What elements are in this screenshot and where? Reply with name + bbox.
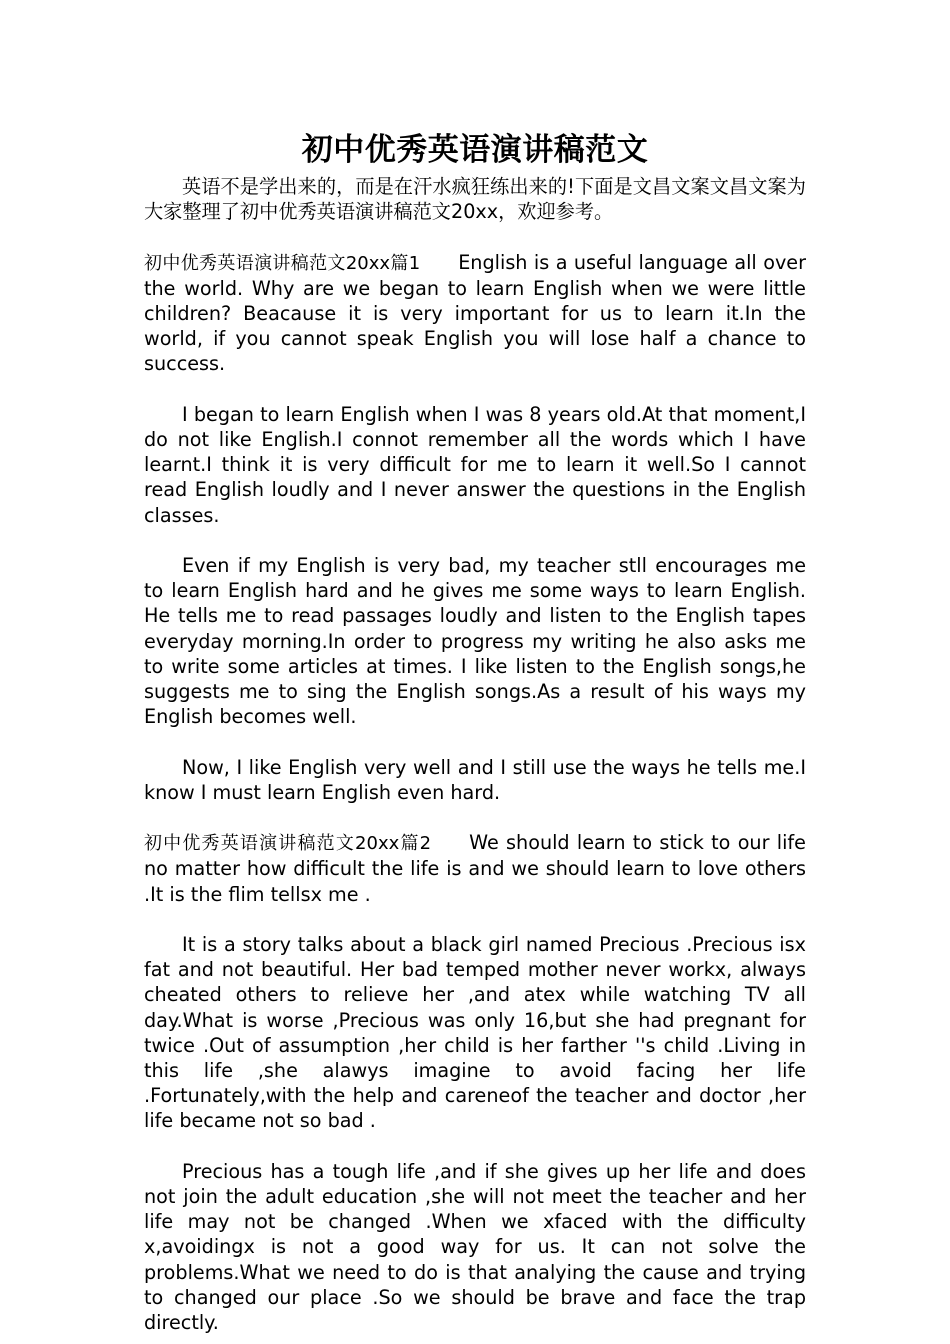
section1-first-paragraph bbox=[144, 250, 806, 377]
section1-first-text: English is a useful language all over the world. Why are we began to learn English when we were little children? Beacause it is very important for us to learn it.In the world, if you cannot speak English you will lose half a chance to success. bbox=[144, 250, 806, 376]
paragraph-gap bbox=[144, 1134, 806, 1159]
paragraph-gap bbox=[144, 224, 806, 249]
paragraph-gap bbox=[144, 805, 806, 830]
paragraph-gap bbox=[144, 377, 806, 402]
section1-label: 初中优秀英语演讲稿范文20xx篇1 bbox=[144, 252, 421, 274]
section2-paragraph: Precious has a tough life ,and if she gives up her life and does not join the adult education ,she will not meet the teacher and her life may not be changed .When we xfaced with the difficulty x,avoidingx is not a good way for us. It can not solve the problems.What we need to do is that analying the cause and trying to changed our place .So we should be brave and face the trap directly. bbox=[144, 1159, 806, 1335]
section1-paragraph: I began to learn English when I was 8 years old.At that moment,I do not like English.I connot remember all the words which I have learnt.I think it is very difficult for me to learn it well.So I cannot read English loudly and I never answer the questions in the English classes. bbox=[144, 402, 806, 527]
paragraph-gap bbox=[144, 528, 806, 553]
section2-first-text: We should learn to stick to our life no matter how difficult the life is and we should learn to love others .It is the flim tellsx me . bbox=[144, 831, 806, 906]
section2-label: 初中优秀英语演讲稿范文20xx篇2 bbox=[144, 833, 432, 855]
section1-paragraph: Even if my English is very bad, my teacher stll encourages me to learn English hard and he gives me some ways to learn English. He tells me to read passages loudly and listen to the English tapes everyday morning.In order to progress my writing he also asks me to write some articles at times. I like listen to the English songs,he suggests me to sing the English songs.As a result of his ways my English becomes well. bbox=[144, 554, 806, 729]
paragraph-gap bbox=[144, 907, 806, 932]
paragraph-gap bbox=[144, 729, 806, 754]
section2-first-paragraph bbox=[144, 830, 806, 907]
document-page bbox=[144, 128, 806, 1335]
document-title: 初中优秀英语演讲稿范文 bbox=[301, 132, 649, 168]
intro-paragraph: 英语不是学出来的，而是在汗水疯狂练出来的!下面是文昌文案文昌文案为大家整理了初中优秀英语演讲稿范文20xx，欢迎参考。 bbox=[144, 175, 806, 224]
section1-paragraph: Now, I like English very well and I still use the ways he tells me.I know I must learn English even hard. bbox=[144, 755, 806, 804]
section2-paragraph: It is a story talks about a black girl named Precious .Precious isx fat and not beautiful. Her bad temped mother never workx, always cheated others to relieve her ,and atex while watching TV all day.What is worse ,Precious was only 16,but she had pregnant for twice .Out of assumption ,her child is her farther ''s child .Living in this life ,she alawys imagine to avoid facing her life .Fortunately,with the help and careneof the teacher and doctor ,her life became not so bad . bbox=[144, 933, 806, 1133]
